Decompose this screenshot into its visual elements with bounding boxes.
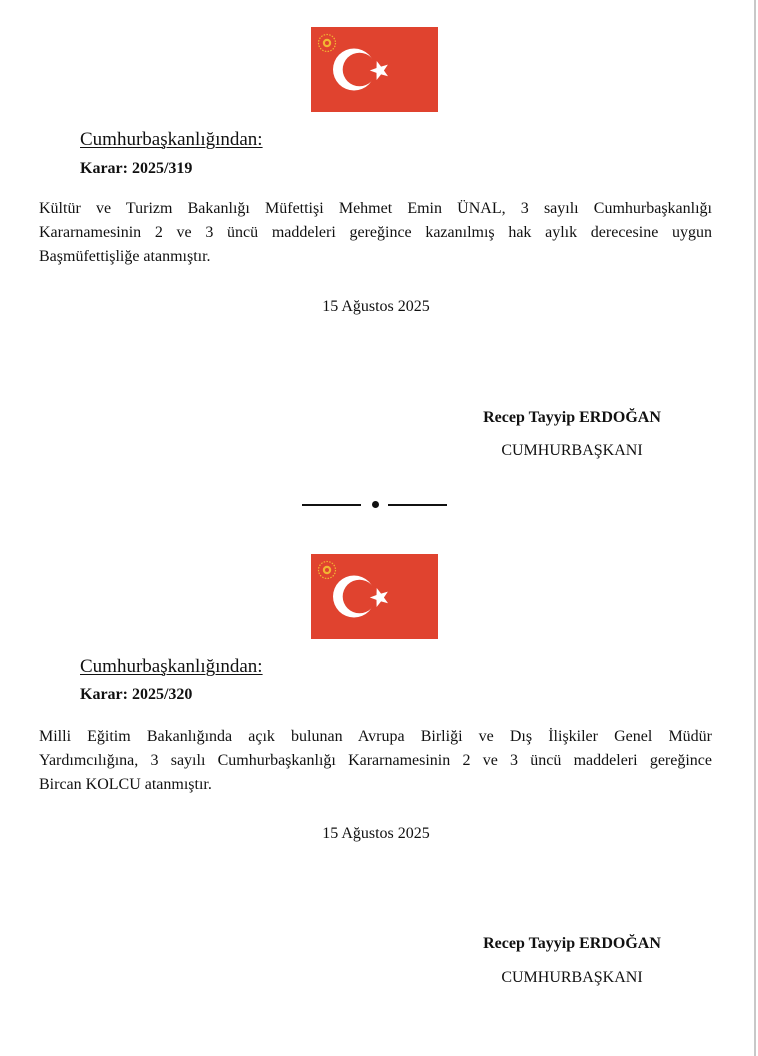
signer-title: CUMHURBAŞKANI <box>501 969 643 986</box>
section-separator <box>302 497 450 511</box>
body-line: Başmüfettişliğe atanmıştır. <box>39 248 211 265</box>
decision-number: Karar: 2025/319 <box>80 160 193 177</box>
signer-name: Recep Tayyip ERDOĞAN <box>483 409 661 426</box>
body-line: Milli Eğitim Bakanlığında açık bulunan Avrupa Birliği ve Dış İlişkiler Genel Müdür <box>39 728 712 745</box>
decision-body <box>39 197 712 269</box>
separator-dot <box>372 501 379 508</box>
signer-title: CUMHURBAŞKANI <box>501 442 643 459</box>
separator-line-left <box>302 504 361 506</box>
issuer-heading: Cumhurbaşkanlığından: <box>80 656 263 677</box>
body-line: Kültür ve Turizm Bakanlığı Müfettişi Mehmet Emin ÜNAL, 3 sayılı Cumhurbaşkanlığı <box>39 200 712 217</box>
decision-date: 15 Ağustos 2025 <box>322 825 430 842</box>
decision-date: 15 Ağustos 2025 <box>322 298 430 315</box>
body-line: Yardımcılığına, 3 sayılı Cumhurbaşkanlığı Kararnamesinin 2 ve 3 üncü maddeleri gereğince <box>39 752 712 769</box>
decision-number: Karar: 2025/320 <box>80 686 193 703</box>
flag-graphic <box>311 27 438 112</box>
flag-graphic <box>311 554 438 639</box>
issuer-heading: Cumhurbaşkanlığından: <box>80 129 263 150</box>
body-line: Kararnamesinin 2 ve 3 üncü maddeleri gereğince kazanılmış hak aylık derecesine uygun <box>39 224 712 241</box>
page-edge-rule <box>754 0 756 1056</box>
turkish-flag-icon <box>311 554 438 639</box>
separator-line-right <box>388 504 447 506</box>
decision-body <box>39 725 712 797</box>
body-line: Bircan KOLCU atanmıştır. <box>39 776 212 793</box>
signer-name: Recep Tayyip ERDOĞAN <box>483 935 661 952</box>
turkish-flag-icon <box>311 27 438 112</box>
